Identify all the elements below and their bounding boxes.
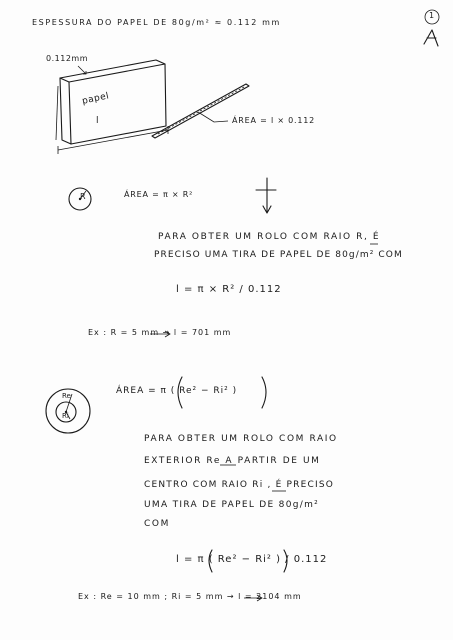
corner-mark-scribble [424, 30, 438, 46]
paper-label: papel [81, 91, 111, 107]
formula-ring: l = π ( Re² − Ri² ) / 0.112 [176, 554, 328, 565]
text3-line2: EXTERIOR Re A PARTIR DE UM [144, 456, 321, 466]
paper-sheet-drawing [56, 60, 168, 154]
text3-line4: UMA TIRA DE PAPEL DE 80g/m² [144, 500, 320, 510]
text2-line1: PARA OBTER UM ROLO COM RAIO R, É [158, 232, 381, 242]
formula-circle: l = π × R² / 0.112 [176, 284, 282, 295]
area-formula-strip: ÁREA = l × 0.112 [232, 116, 316, 125]
text3-line5: COM [144, 519, 170, 529]
text3-line3: CENTRO COM RAIO Ri , É PRECISO [144, 480, 335, 490]
area-formula-circle: ÁREA = π × R² [124, 190, 194, 199]
page-number: 1 [429, 11, 435, 20]
paren-right [262, 377, 266, 408]
down-arrow [256, 178, 276, 213]
ring-ri-label: Ri [62, 412, 69, 420]
length-label: l [96, 116, 101, 126]
example-1: Ex : R = 5 mm → l = 701 mm [88, 328, 232, 337]
ring-re-label: Re [62, 392, 71, 400]
example-2: Ex : Re = 10 mm ; Ri = 5 mm → l = 2104 mm [78, 592, 302, 601]
text3-line1: PARA OBTER UM ROLO COM RAIO [144, 434, 338, 444]
area-formula-ring: ÁREA = π ( Re² − Ri² ) [116, 386, 238, 396]
text2-line2: PRECISO UMA TIRA DE PAPEL DE 80g/m² COM [154, 250, 403, 260]
thickness-label: 0.112mm [46, 54, 88, 63]
header-title: ESPESSURA DO PAPEL DE 80g/m² ≈ 0.112 mm [32, 18, 281, 27]
circle-r-label: R [80, 192, 86, 201]
